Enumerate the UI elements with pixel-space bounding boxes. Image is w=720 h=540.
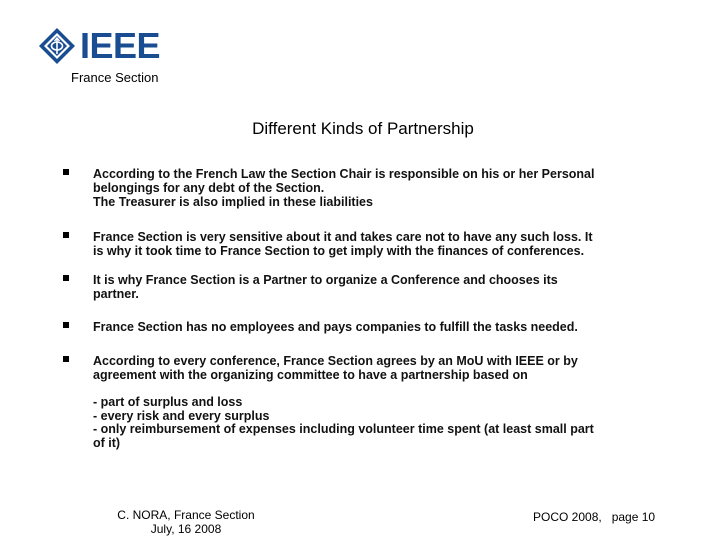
bullet-line: According to every conference, France Section agrees by an MoU with IEEE or by — [93, 354, 578, 368]
footer-page-info: POCO 2008, page 10 — [533, 510, 656, 524]
bullet-text — [93, 230, 663, 258]
subitem-line: of it) — [93, 435, 121, 450]
bullet-marker — [63, 356, 69, 362]
bullet-marker — [63, 322, 69, 328]
bullet-text — [93, 273, 663, 301]
ieee-wordmark: IEEE — [80, 25, 161, 66]
footer-date: July, 16 2008 — [150, 522, 222, 536]
footer-author-block — [116, 508, 256, 536]
bullet-line: agreement with the organizing committee to have a partnership based on — [93, 368, 528, 382]
bullet-marker — [63, 169, 69, 175]
bullet-line: According to the French Law the Section Chair is responsible on his or her Personal — [93, 167, 595, 181]
slide-title: Different Kinds of Partnership — [252, 119, 474, 138]
bullet-line: France Section has no employees and pays companies to fulfill the tasks needed. — [93, 320, 578, 334]
subitem-line: - part of surplus and loss — [93, 395, 243, 409]
ieee-logo — [38, 27, 178, 67]
bullet-line: is why it took time to France Section to get imply with the finances of conferences. — [93, 244, 585, 258]
section-label: France Section — [71, 70, 159, 85]
bullet-line: France Section is very sensitive about it and takes care not to have any such loss. It — [93, 230, 593, 244]
bullet-line: partner. — [93, 287, 139, 301]
partnership-subitems — [93, 396, 663, 450]
bullet-text — [93, 354, 663, 382]
bullet-text — [93, 320, 663, 334]
bullet-text — [93, 167, 663, 209]
bullet-marker — [63, 232, 69, 238]
ieee-diamond-icon — [38, 27, 76, 65]
subitem-line: - every risk and every surplus — [93, 408, 270, 423]
subitem-line: - only reimbursement of expenses including volunteer time spent (at least small part — [93, 422, 594, 436]
bullet-marker — [63, 275, 69, 281]
bullet-line: It is why France Section is a Partner to organize a Conference and chooses its — [93, 273, 558, 287]
footer-author: C. NORA, France Section — [117, 508, 255, 522]
bullet-line: The Treasurer is also implied in these liabilities — [93, 195, 373, 209]
bullet-line: belongings for any debt of the Section. — [93, 181, 325, 195]
